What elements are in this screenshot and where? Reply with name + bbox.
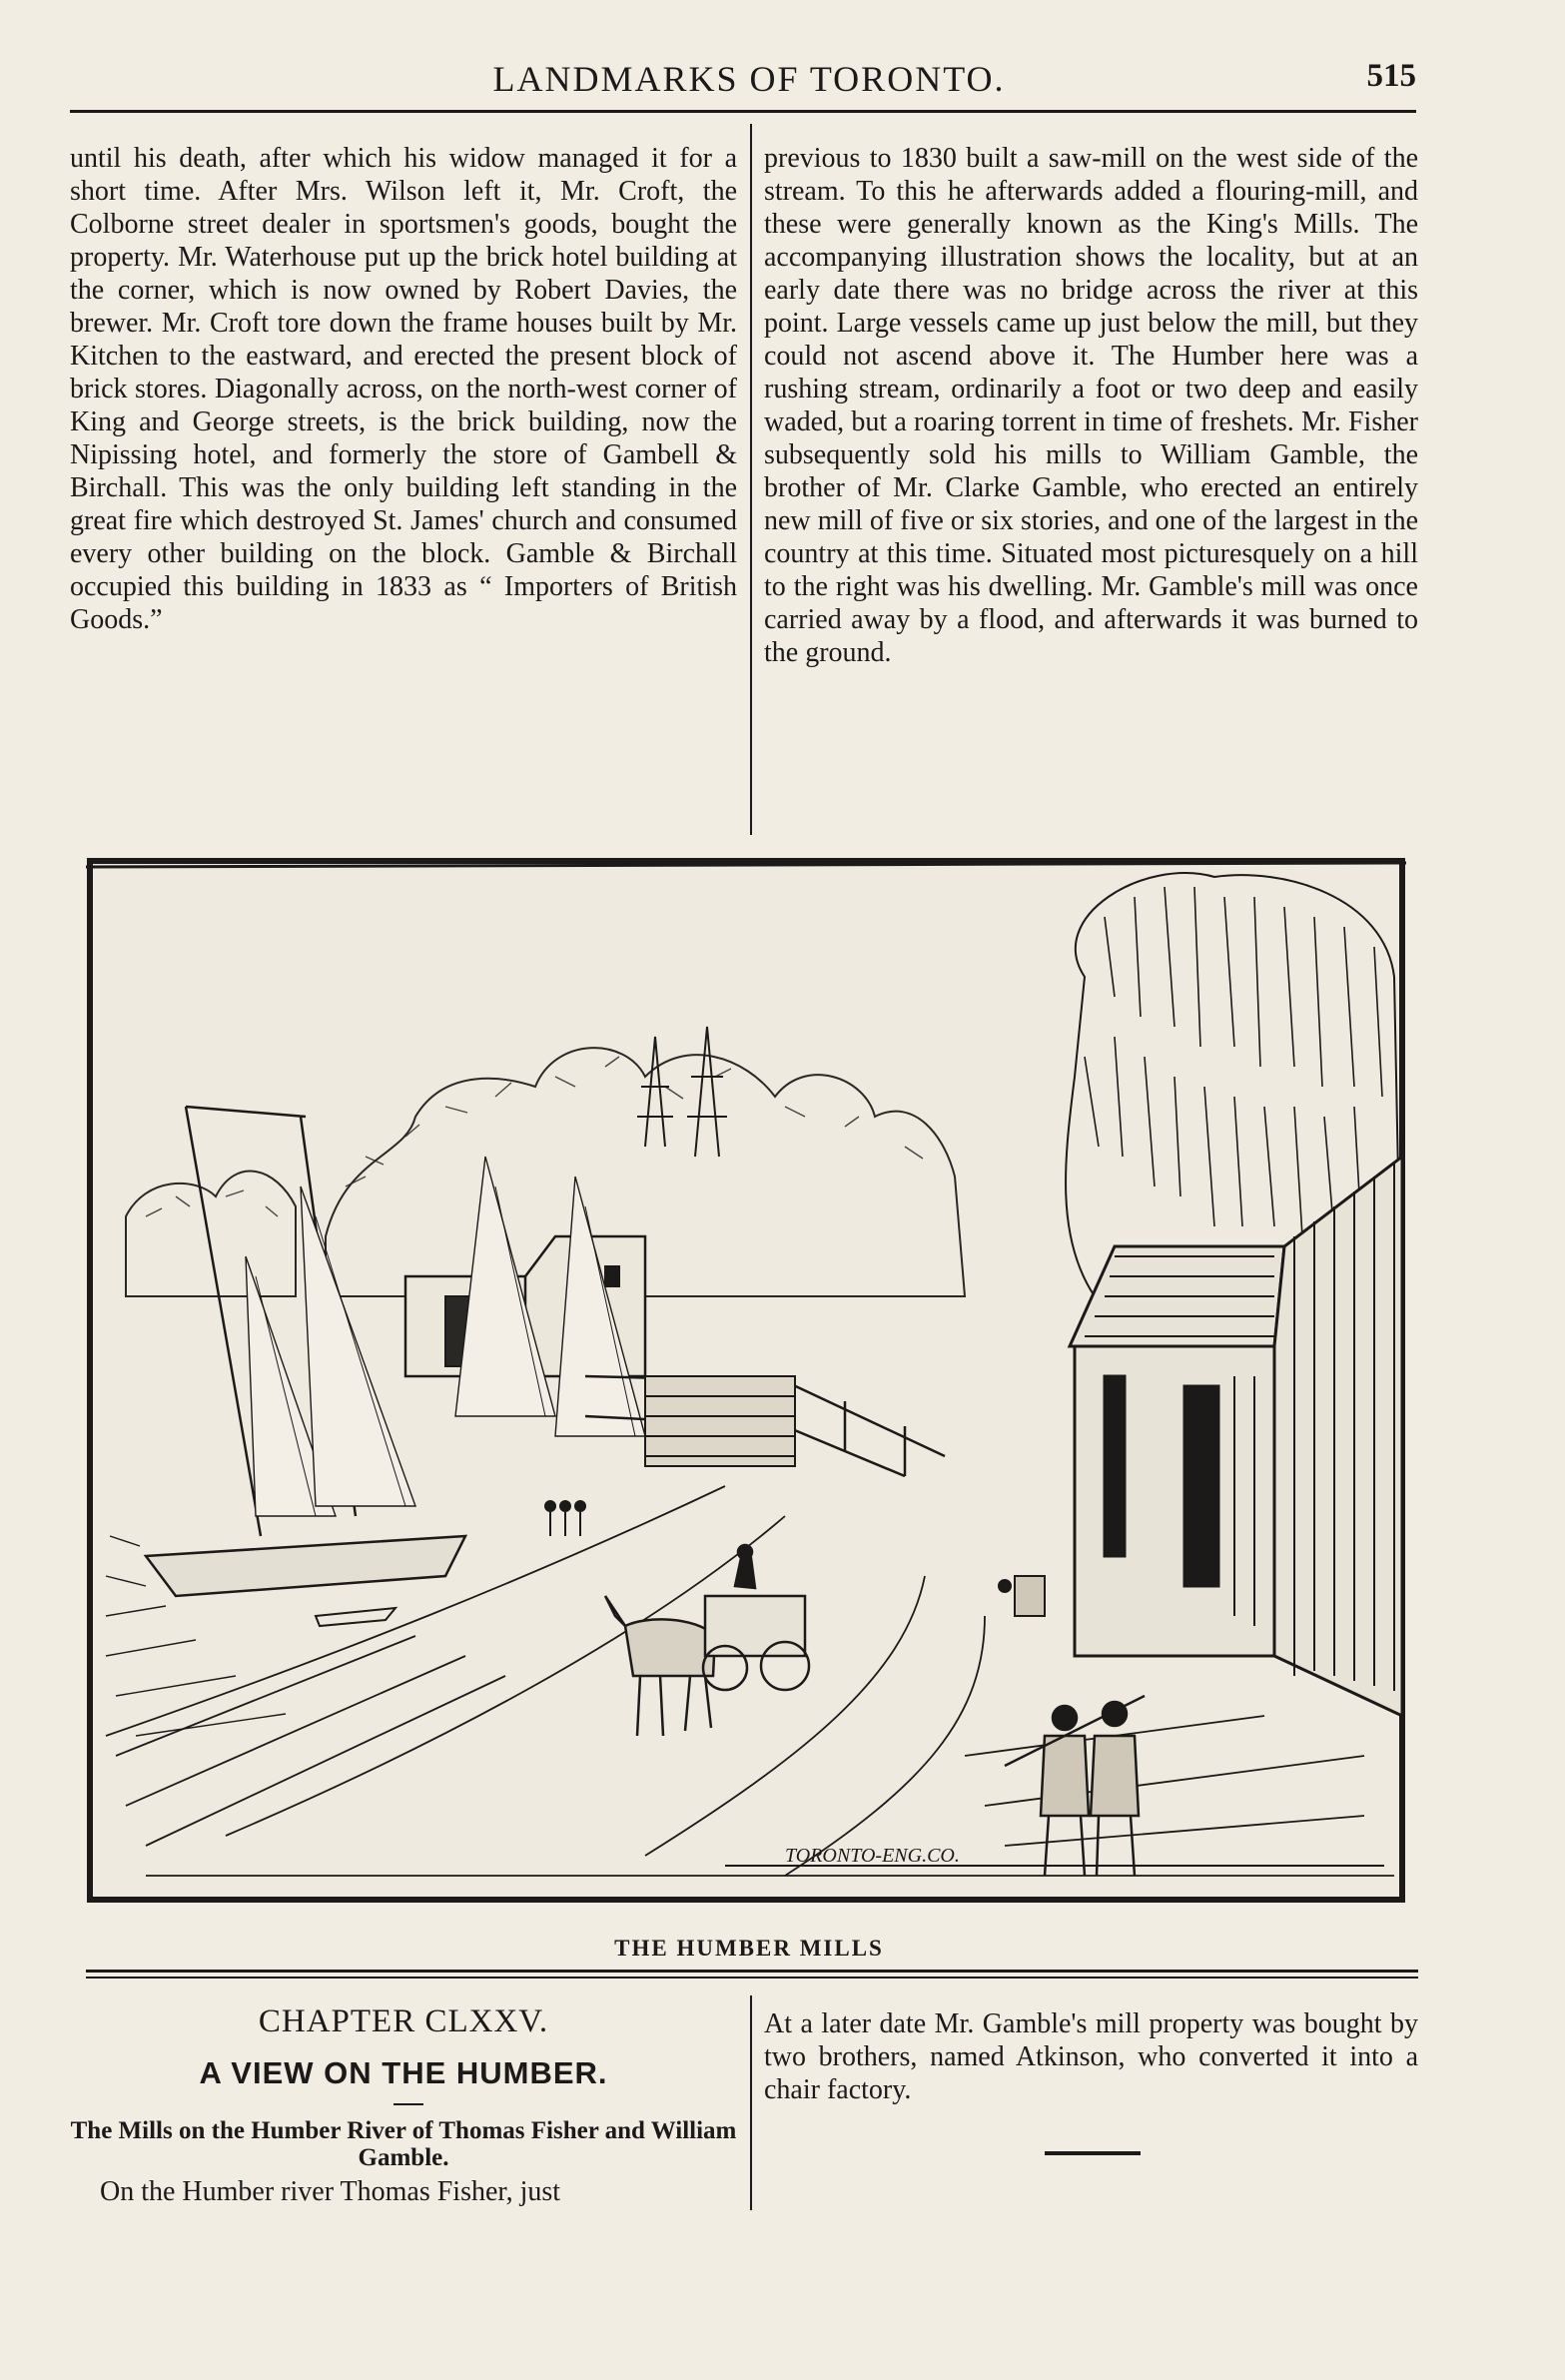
chapter-title-rule (393, 2103, 423, 2105)
section-rule-top (86, 1970, 1418, 1973)
left-column-text: until his death, after which his widow managed it for a short time. After Mrs. Wilson left it, Mr. Croft, the Colborne street dealer in sportsmen's goods, bought the property. Mr. Waterhouse put up the brick hotel building at the corner, which is now owned by Robert Davies, the brewer. Mr. Croft tore down the frame houses built by Mr. Kitchen to the eastward, and erected the present block of brick stores. Diagonally across, on the north-west corner of King and George streets, is the brick building, now the Nipissing hotel, and formerly the store of Gambell & Birchall. This was the only building left standing in the great fire which destroyed St. James' church and consumed every other building on the block. Gamble & Birchall occupied this building in 1833 as “ Importers of British Goods.” (70, 143, 737, 635)
engraver-mark: TORONTO-ENG.CO. (785, 1845, 960, 1867)
header-rule (70, 110, 1416, 113)
page-number: 515 (1366, 58, 1416, 94)
illustration-caption: THE HUMBER MILLS (614, 1936, 884, 1961)
running-title: LANDMARKS OF TORONTO. (492, 59, 1006, 99)
chapter-opening-text: On the Humber river Thomas Fisher, just (100, 2176, 561, 2207)
chapter-number: CHAPTER CLXXV. (258, 2003, 549, 2039)
column-divider-bottom (750, 1995, 752, 2210)
chapter-summary: The Mills on the Humber River of Thomas Fisher and William Gamble. (70, 2117, 737, 2171)
chapter-title: A VIEW ON THE HUMBER. (199, 2055, 608, 2090)
end-rule (1045, 2151, 1141, 2155)
humber-mills-engraving (86, 857, 1406, 1906)
column-divider (750, 124, 752, 835)
running-head (70, 58, 1428, 108)
section-rule-bottom (86, 1977, 1418, 1979)
right-column-text: previous to 1830 built a saw-mill on the west side of the stream. To this he afterwards added a flouring-mill, and these were generally known as the King's Mills. The accompanying illustration shows the locality, but at an early date there was no bridge across the river at this point. Large vessels came up just below the mill, but they could not ascend above it. The Humber here was a rushing stream, ordinarily a foot or two deep and easily waded, but a roaring torrent in time of freshets. Mr. Fisher subsequently sold his mills to William Gamble, the brother of Mr. Clarke Gamble, who erected an entirely new mill of five or six stories, and one of the largest in the country at this time. Situated most picturesquely on a hill to the right was his dwelling. Mr. Gamble's mill was once carried away by a flood, and afterwards it was burned to the ground. (764, 143, 1418, 668)
right-column-bottom-text: At a later date Mr. Gamble's mill property was bought by two brothers, named Atkinson, who converted it into a chair factory. (764, 2008, 1418, 2105)
